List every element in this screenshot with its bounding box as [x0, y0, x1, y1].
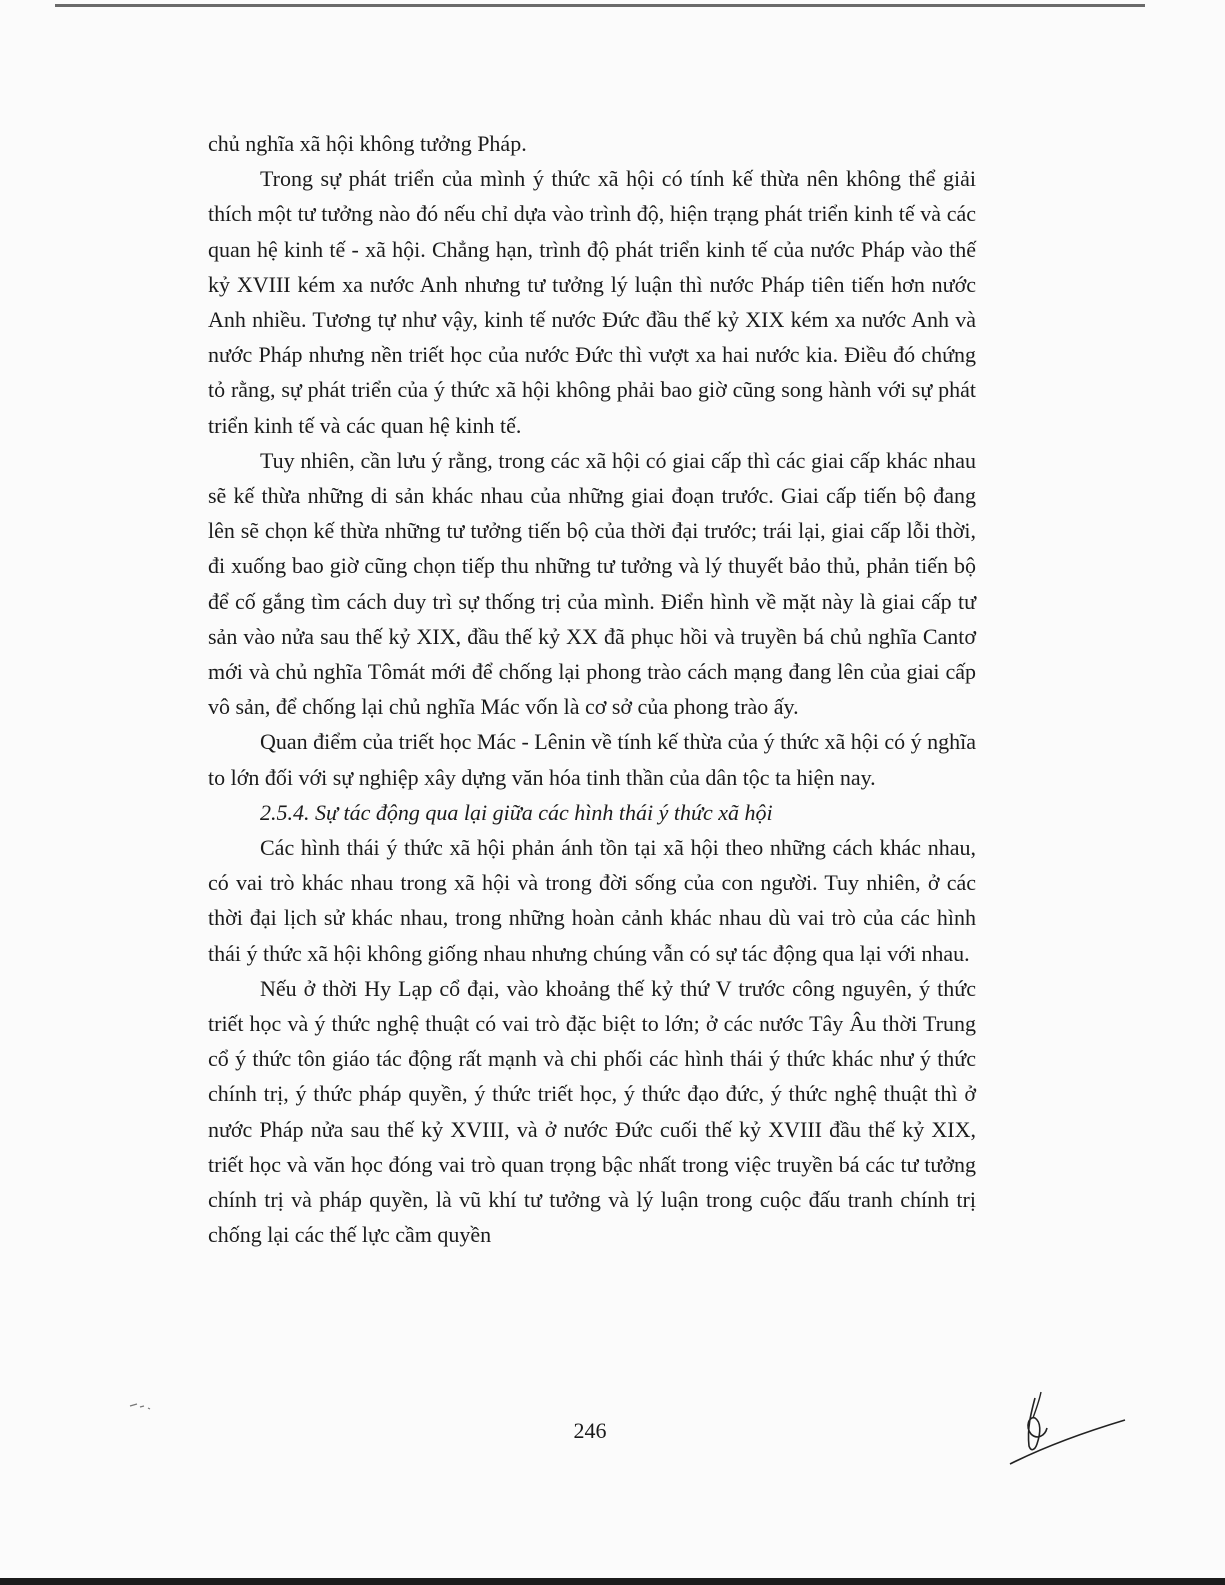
top-scan-edge — [55, 4, 1145, 7]
paragraph-historical-examples: Nếu ở thời Hy Lạp cổ đại, vào khoảng thế kỷ thứ V trước công nguyên, ý thức triết học và ý thức nghệ thuật có vai trò đặc biệt to lớn; ở các nước Tây Âu thời Trung cổ ý thức tôn giáo tác động rất mạnh và chi phối các hình thái ý thức khác như ý thức chính trị, ý thức pháp quyền, ý thức triết học, ý thức đạo đức, ý thức nghệ thuật thì ở nước Pháp nửa sau thế kỷ XVIII, và ở nước Đức cuối thế kỷ XVIII đầu thế kỷ XIX, triết học và văn học đóng vai trò quan trọng bậc nhất trong việc truyền bá các tư tưởng chính trị và pháp quyền, là vũ khí tư tưởng và lý luận trong cuộc đấu tranh chính trị chống lại các thế lực cầm quyền — [208, 975, 976, 1248]
section-heading: 2.5.4. Sự tác động qua lại giữa các hình thái ý thức xã hội — [260, 799, 773, 825]
scan-speck-mark — [128, 1398, 164, 1412]
paragraph-marxist-view: Quan điểm của triết học Mác - Lênin về tính kế thừa của ý thức xã hội có ý nghĩa to lớn đối với sự nghiệp xây dựng văn hóa tinh thần của dân tộc ta hiện nay. — [208, 729, 976, 790]
paragraph-inheritance: Trong sự phát triển của mình ý thức xã hội có tính kế thừa nên không thể giải thích một tư tưởng nào đó nếu chỉ dựa vào trình độ, hiện trạng phát triển kinh tế và các quan hệ kinh tế - xã hội. Chẳng hạn, trình độ phát triển kinh tế của nước Pháp vào thế kỷ XVIII kém xa nước Anh nhưng tư tưởng lý luận thì nước Pháp tiên tiến hơn nước Anh nhiều. Tương tự như vậy, kinh tế nước Đức đầu thế kỷ XIX kém xa nước Anh và nước Pháp nhưng nền triết học của nước Đức thì vượt xa hai nước kia. Điều đó chứng tỏ rằng, sự phát triển của ý thức xã hội không phải bao giờ cũng song hành với sự phát triển kinh tế và các quan hệ kinh tế. — [208, 166, 976, 438]
paragraph-interaction: Các hình thái ý thức xã hội phản ánh tồn tại xã hội theo những cách khác nhau, có vai trò khác nhau trong xã hội và trong đời sống của con người. Tuy nhiên, ở các thời đại lịch sử khác nhau, trong những hoàn cảnh khác nhau dù vai trò của các hình thái ý thức xã hội không giống nhau nhưng chúng vẫn có sự tác động qua lại với nhau. — [208, 835, 976, 966]
page-number: 246 — [573, 1418, 607, 1443]
body-text — [208, 126, 976, 1253]
bottom-scan-edge — [0, 1578, 1225, 1585]
paragraph-class-inheritance: Tuy nhiên, cần lưu ý rằng, trong các xã hội có giai cấp thì các giai cấp khác nhau sẽ kế thừa những di sản khác nhau của những giai đoạn trước. Giai cấp tiến bộ đang lên sẽ chọn kế thừa những tư tưởng tiến bộ của thời đại trước; trái lại, giai cấp lỗi thời, đi xuống bao giờ cũng chọn tiếp thu những tư tưởng và lý thuyết bảo thủ, phản tiến bộ để cố gắng tìm cách duy trì sự thống trị của mình. Điển hình về mặt này là giai cấp tư sản vào nửa sau thế kỷ XIX, đầu thế kỷ XX đã phục hồi và truyền bá chủ nghĩa Cantơ mới và chủ nghĩa Tômát mới để chống lại phong trào cách mạng đang lên của giai cấp vô sản, để chống lại chủ nghĩa Mác vốn là cơ sở của phong trào ấy. — [208, 447, 976, 720]
signature-mark — [1005, 1388, 1130, 1468]
paragraph-continuation: chủ nghĩa xã hội không tưởng Pháp. — [208, 131, 527, 156]
